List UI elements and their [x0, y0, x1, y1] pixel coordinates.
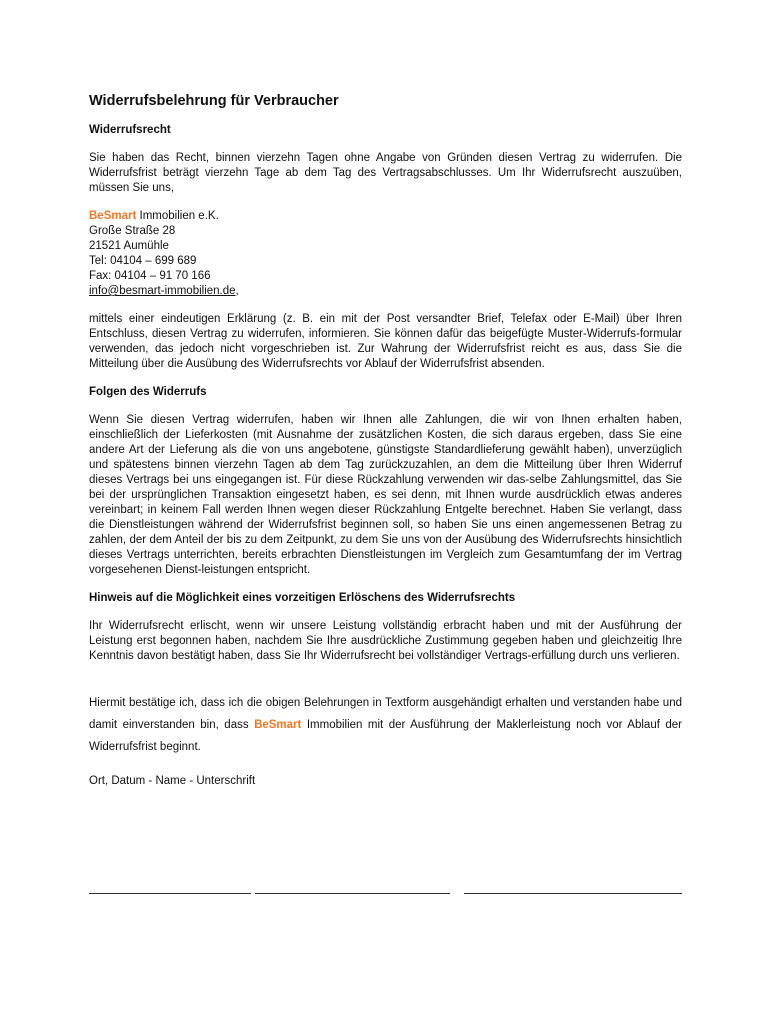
company-address [89, 209, 682, 299]
address-phone: Tel: 04104 – 699 689 [89, 255, 197, 267]
paragraph-folgen: Wenn Sie diesen Vertrag widerrufen, haben wir Ihnen alle Zahlungen, die wir von Ihnen erhalten haben, einschließlich der Lieferkosten (mit Ausnahme der zusätzlichen Kosten, die sich daraus ergeben, dass Sie eine andere Art der Lieferung als die von uns angebotene, günstigste Standardlieferung gewählt haben), unverzüglich und spätestens binnen vierzehn Tagen ab dem Tag zurückzuzahlen, an dem die Mitteilung über Ihren Widerruf dieses Vertrags bei uns eingegangen ist. Für diese Rückzahlung verwenden wir das-selbe Zahlungsmittel, das Sie bei der ursprünglichen Transaktion eingesetzt haben, es sei denn, mit Ihnen wurde ausdrücklich etwas anderes vereinbart; in keinem Fall werden Ihnen wegen dieser Rückzahlung Entgelte berechnet. Haben Sie verlangt, dass die Dienstleistungen während der Widerrufsfrist beginnen soll, so haben Sie uns einen angemessenen Betrag zu zahlen, der dem Anteil der bis zu dem Zeitpunkt, zu dem Sie uns von der Ausübung des Widerrufsrechts hinsichtlich dieses Vertrags unterrichten, bereits erbrachten Dienstleistungen im Vergleich zum Gesamtumfang der im Vertrag vorgesehenen Dienst-leistungen entspricht. [89, 414, 682, 576]
email-link[interactable]: info@besmart-immobilien.de [89, 285, 236, 297]
heading-hinweis: Hinweis auf die Möglichkeit eines vorzeitigen Erlöschens des Widerrufsrechts [89, 592, 516, 604]
confirmation-part2: Immobilien mit der Ausführung der Maklerleistung noch vor Ablauf der Widerrufsfrist beginnt. [89, 719, 683, 753]
signature-line-signature[interactable] [464, 893, 682, 894]
address-email-line [89, 284, 682, 299]
confirmation-part1: Hiermit bestätige ich, dass ich die obigen Belehrungen in Textform ausgehändigt erhalten und verstanden habe und damit einverstanden bin, dass [89, 697, 682, 731]
signature-line-name[interactable] [255, 893, 450, 894]
paragraph-intro: Sie haben das Recht, binnen vierzehn Tagen ohne Angabe von Gründen diesen Vertrag zu widerrufen. Die Widerrufsfrist beträgt vierzehn Tage ab dem Tag des Vertragsabschlusses. Um Ihr Widerrufsrecht auszuüben, müssen Sie uns, [89, 152, 682, 194]
address-street: Große Straße 28 [89, 225, 176, 237]
company-name [89, 209, 682, 224]
signature-line-place-date[interactable] [89, 893, 251, 894]
confirmation-brand: BeSmart [254, 719, 302, 731]
heading-folgen: Folgen des Widerrufs [89, 386, 207, 398]
paragraph-confirmation [89, 692, 682, 758]
company-name-rest: Immobilien e.K. [136, 210, 219, 222]
address-fax: Fax: 04104 – 91 70 166 [89, 270, 211, 282]
paragraph-declaration: mittels einer eindeutigen Erklärung (z. B. ein mit der Post versandter Brief, Telefax oder E-Mail) über Ihren Entschluss, diesen Vertrag zu widerrufen, informieren. Sie können dafür das beigefügte Muster-Widerrufs-formular verwenden, das jedoch nicht vorgeschrieben ist. Zur Wahrung der Widerrufsfrist reicht es aus, dass Sie die Mitteilung über die Ausübung des Widerrufsrechts vor Ablauf der Widerrufsfrist absenden. [89, 313, 682, 370]
address-city: 21521 Aumühle [89, 240, 169, 252]
heading-widerrufsrecht: Widerrufsrecht [89, 124, 171, 136]
email-suffix: , [235, 285, 239, 297]
document-title: Widerrufsbelehrung für Verbraucher [89, 93, 339, 109]
paragraph-hinweis: Ihr Widerrufsrecht erlischt, wenn wir unsere Leistung vollständig erbracht haben und mit der Ausführung der Leistung erst begonnen haben, nachdem Sie Ihre ausdrückliche Zustimmung gegeben haben und gleichzeitig Ihre Kenntnis davon bestätigt haben, dass Sie Ihr Widerrufsrecht bei vollständiger Vertrags-erfüllung durch uns verlieren. [89, 620, 682, 662]
brand-name: BeSmart [89, 210, 137, 222]
signature-label: Ort, Datum - Name - Unterschrift [89, 775, 256, 787]
